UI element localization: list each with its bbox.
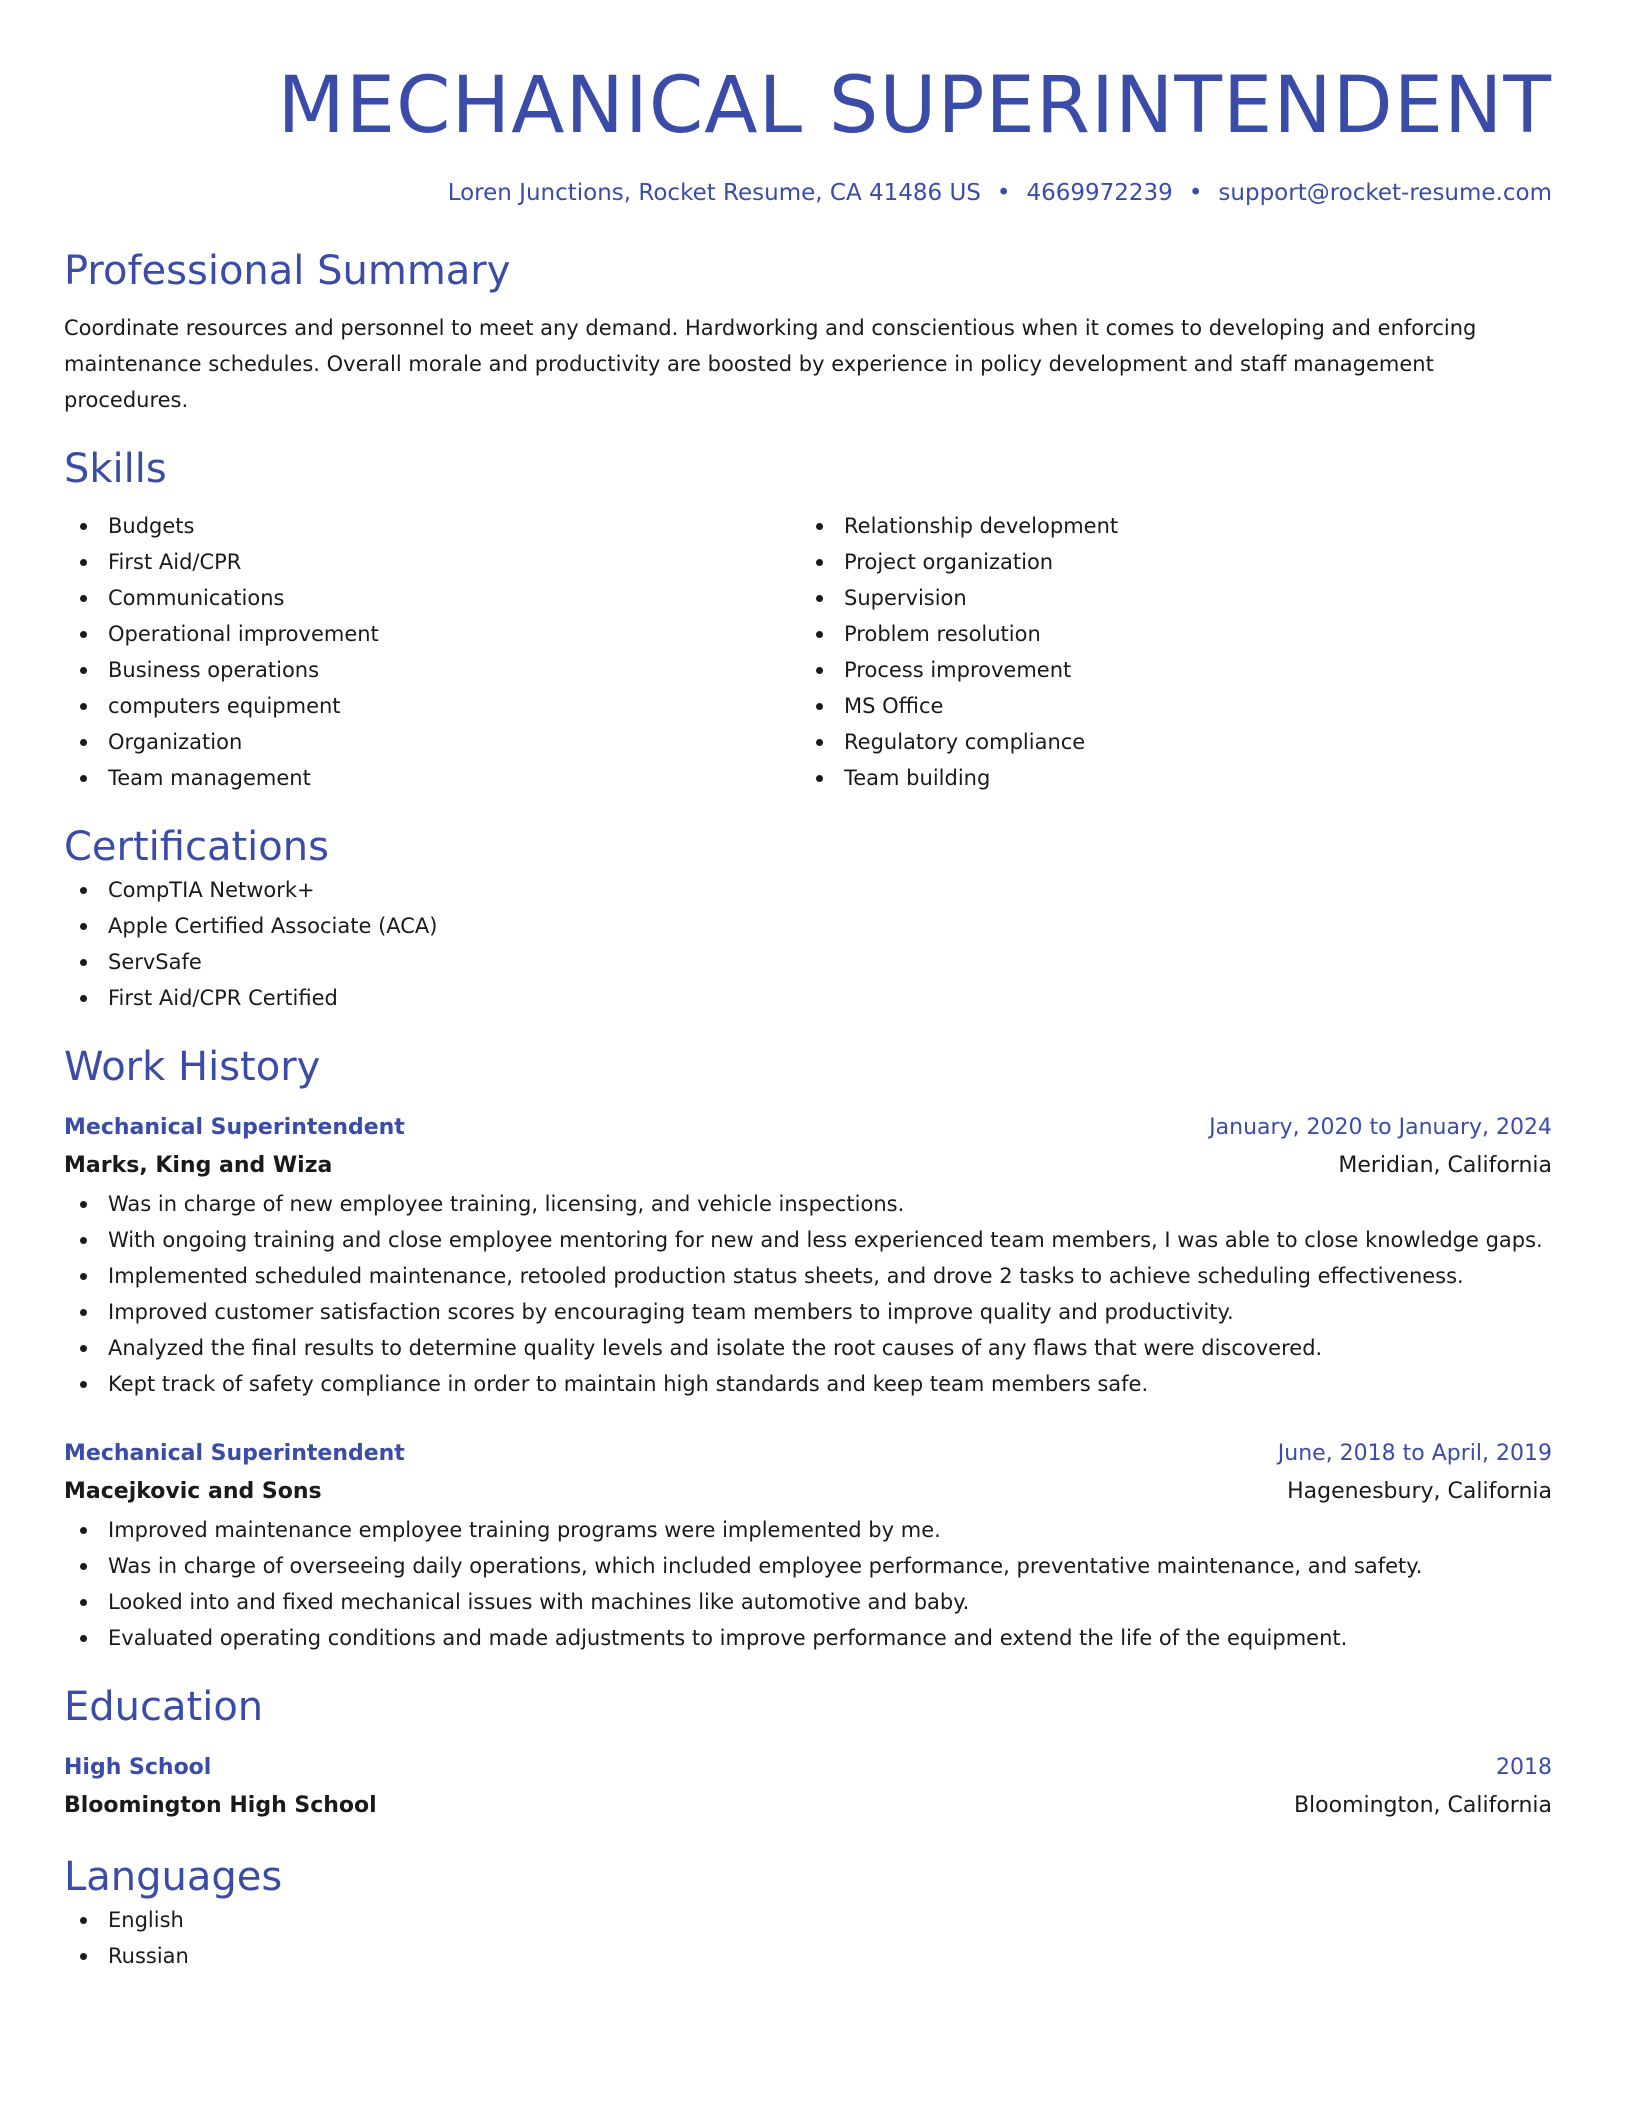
skill-item (800, 544, 1536, 580)
bullet-icon (80, 1345, 87, 1352)
bullet-icon (80, 1309, 87, 1316)
skill-item (800, 508, 1536, 544)
bullet-icon (80, 1563, 87, 1570)
skill-item-text: Relationship development (844, 514, 1119, 538)
skill-item (64, 616, 800, 652)
job-dates: January, 2020 to January, 2024 (1209, 1115, 1552, 1140)
contact-phone: 4669972239 (1026, 180, 1173, 206)
job-employer-row (64, 1472, 1552, 1512)
skill-item (800, 724, 1536, 760)
languages-list (64, 1902, 1552, 1974)
job-employer: Marks, King and Wiza (64, 1153, 333, 1178)
candidate-name: MECHANICAL SUPERINTENDENT (277, 61, 1552, 151)
skill-item (64, 544, 800, 580)
job-duty-item-text: Analyzed the final results to determine quality levels and isolate the root causes of any flaws that were discovered. (108, 1336, 1323, 1360)
skill-item-text: Business operations (108, 658, 320, 682)
language-item-text: English (108, 1908, 184, 1932)
certifications-heading: Certifications (64, 824, 329, 870)
job-duty-item (64, 1222, 1552, 1258)
skill-item (64, 508, 800, 544)
bullet-icon (816, 775, 823, 782)
bullet-icon (80, 1381, 87, 1388)
skill-item-text: Project organization (844, 550, 1054, 574)
bullet-icon (80, 923, 87, 930)
job-duty-item-text: Improved maintenance employee training programs were implemented by me. (108, 1518, 941, 1542)
skills-column-left (64, 508, 800, 796)
bullet-icon (816, 739, 823, 746)
bullet-icon (816, 595, 823, 602)
job-duties-list (64, 1512, 1552, 1656)
certification-item-text: First Aid/CPR Certified (108, 986, 338, 1010)
work-history-heading: Work History (64, 1044, 321, 1090)
education-degree: High School (64, 1755, 212, 1780)
bullet-icon (80, 1635, 87, 1642)
skill-item (64, 724, 800, 760)
certification-item-text: CompTIA Network+ (108, 878, 315, 902)
skill-item (64, 688, 800, 724)
job-duty-item (64, 1620, 1552, 1656)
job-title: Mechanical Superintendent (64, 1115, 405, 1140)
job-location: Hagenesbury, California (1287, 1479, 1552, 1504)
job-duty-item-text: Was in charge of overseeing daily operations, which included employee performance, preventative maintenance, and safety. (108, 1554, 1423, 1578)
job-duty-item-text: Improved customer satisfaction scores by encouraging team members to improve quality and productivity. (108, 1300, 1234, 1324)
education-header-row (64, 1750, 1552, 1786)
bullet-icon (80, 1273, 87, 1280)
bullet-icon (80, 739, 87, 746)
certification-item (64, 872, 1552, 908)
skill-item (800, 616, 1536, 652)
skills-column-right (800, 508, 1536, 796)
job-duty-item-text: Was in charge of new employee training, licensing, and vehicle inspections. (108, 1192, 905, 1216)
education-school: Bloomington High School (64, 1793, 377, 1818)
bullet-icon (80, 1201, 87, 1208)
skill-item (800, 760, 1536, 796)
job-duty-item (64, 1186, 1552, 1222)
skills-heading: Skills (64, 446, 167, 492)
skill-item-text: MS Office (844, 694, 944, 718)
job-employer-row (64, 1146, 1552, 1186)
job-duty-item (64, 1258, 1552, 1294)
bullet-icon (80, 1599, 87, 1606)
skill-item-text: First Aid/CPR (108, 550, 242, 574)
job-duty-item (64, 1330, 1552, 1366)
certification-item (64, 980, 1552, 1016)
languages-heading: Languages (64, 1854, 283, 1900)
bullet-icon (80, 523, 87, 530)
bullet-icon (816, 523, 823, 530)
skill-item (800, 688, 1536, 724)
bullet-icon (80, 667, 87, 674)
certification-item-text: ServSafe (108, 950, 202, 974)
job-duties-list (64, 1186, 1552, 1402)
job-title: Mechanical Superintendent (64, 1441, 405, 1466)
job-duty-item-text: Evaluated operating conditions and made adjustments to improve performance and extend the life of the equipment. (108, 1626, 1348, 1650)
bullet-icon (80, 703, 87, 710)
bullet-icon (80, 775, 87, 782)
job-duty-item-text: Implemented scheduled maintenance, retooled production status sheets, and drove 2 tasks to achieve scheduling effectiveness. (108, 1264, 1464, 1288)
skill-item-text: Operational improvement (108, 622, 379, 646)
bullet-icon (80, 1917, 87, 1924)
skill-item (800, 580, 1536, 616)
bullet-icon (80, 1953, 87, 1960)
bullet-icon (80, 559, 87, 566)
skill-item (64, 580, 800, 616)
contact-separator: • (1188, 180, 1203, 206)
skill-item-text: computers equipment (108, 694, 341, 718)
bullet-icon (80, 959, 87, 966)
summary-heading: Professional Summary (64, 248, 511, 294)
skill-item-text: Communications (108, 586, 285, 610)
education-entry (64, 1750, 1552, 1826)
summary-text: Coordinate resources and personnel to meet any demand. Hardworking and conscientious when it comes to developing and enforcing maintenance schedules. Overall morale and productivity are boosted by experience in policy development and staff management procedures. (64, 316, 1477, 412)
certification-item (64, 944, 1552, 980)
education-school-row (64, 1786, 1552, 1826)
skill-item (64, 760, 800, 796)
job-duty-item-text: Looked into and fixed mechanical issues with machines like automotive and baby. (108, 1590, 970, 1614)
certification-item (64, 908, 1552, 944)
skill-item-text: Problem resolution (844, 622, 1041, 646)
job-header-row (64, 1110, 1552, 1146)
job-duty-item (64, 1584, 1552, 1620)
language-item (64, 1938, 1552, 1974)
job-entry (64, 1436, 1552, 1656)
bullet-icon (80, 595, 87, 602)
bullet-icon (80, 1237, 87, 1244)
job-duty-item (64, 1294, 1552, 1330)
job-duty-item-text: Kept track of safety compliance in order to maintain high standards and keep team members safe. (108, 1372, 1149, 1396)
bullet-icon (816, 667, 823, 674)
contact-email: support@rocket-resume.com (1218, 180, 1552, 206)
contact-separator: • (996, 180, 1011, 206)
job-duty-item-text: With ongoing training and close employee mentoring for new and less experienced team members, I was able to close knowledge gaps. (108, 1228, 1543, 1252)
skill-item (800, 652, 1536, 688)
job-duty-item (64, 1366, 1552, 1402)
education-heading: Education (64, 1684, 264, 1730)
skill-item-text: Budgets (108, 514, 195, 538)
bullet-icon (816, 631, 823, 638)
language-item-text: Russian (108, 1944, 189, 1968)
bullet-icon (816, 559, 823, 566)
job-location: Meridian, California (1338, 1153, 1552, 1178)
skills-list-left (64, 508, 800, 796)
bullet-icon (80, 631, 87, 638)
certification-item-text: Apple Certified Associate (ACA) (108, 914, 438, 938)
certifications-list (64, 872, 1552, 1016)
skill-item-text: Regulatory compliance (844, 730, 1086, 754)
skill-item-text: Process improvement (844, 658, 1072, 682)
job-duty-item (64, 1548, 1552, 1584)
skill-item-text: Organization (108, 730, 243, 754)
skill-item-text: Team management (108, 766, 311, 790)
education-year: 2018 (1496, 1755, 1552, 1780)
job-employer: Macejkovic and Sons (64, 1479, 322, 1504)
skills-list-right (800, 508, 1536, 796)
job-entry (64, 1110, 1552, 1402)
job-header-row (64, 1436, 1552, 1472)
skills-grid (64, 508, 1552, 796)
bullet-icon (80, 1527, 87, 1534)
skill-item-text: Team building (844, 766, 991, 790)
contact-address: Loren Junctions, Rocket Resume, CA 41486 US (447, 180, 981, 206)
bullet-icon (80, 887, 87, 894)
job-duty-item (64, 1512, 1552, 1548)
education-location: Bloomington, California (1293, 1793, 1552, 1818)
bullet-icon (80, 995, 87, 1002)
skill-item-text: Supervision (844, 586, 967, 610)
bullet-icon (816, 703, 823, 710)
contact-line (64, 178, 1552, 208)
job-dates: June, 2018 to April, 2019 (1277, 1441, 1552, 1466)
skill-item (64, 652, 800, 688)
language-item (64, 1902, 1552, 1938)
